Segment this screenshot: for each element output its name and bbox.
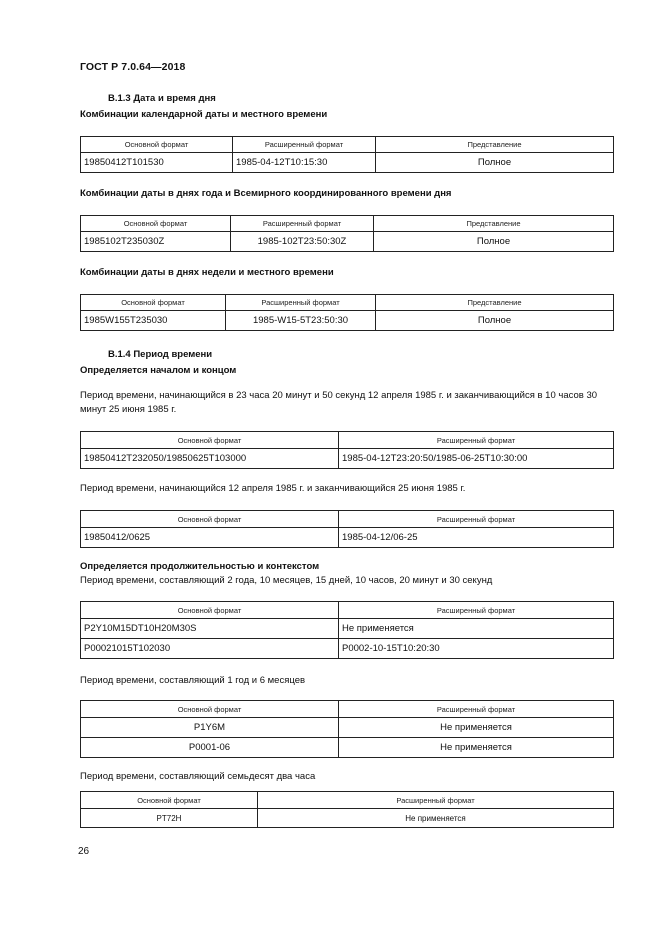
header-cell: Основной формат xyxy=(81,216,231,232)
table-week-date xyxy=(80,294,614,331)
header-cell: Расширенный формат xyxy=(226,295,376,311)
table-cell: PT72H xyxy=(81,809,258,828)
table-cell: Полное xyxy=(376,311,614,331)
heading-local-time: Комбинации календарной даты и местного времени xyxy=(80,109,328,120)
header-cell: Расширенный формат xyxy=(233,137,376,153)
header-cell: Основной формат xyxy=(81,511,339,528)
table-header-row xyxy=(81,216,614,232)
table-cell: P2Y10M15DT10H20M30S xyxy=(81,619,339,639)
table-cell: Полное xyxy=(374,232,614,252)
table-cell: 19850412T232050/19850625T103000 xyxy=(81,449,339,469)
table-duration xyxy=(80,601,614,659)
header-cell: Представление xyxy=(376,137,614,153)
table-row xyxy=(81,639,614,659)
table-cell: P0001-06 xyxy=(81,738,339,758)
header-cell: Расширенный формат xyxy=(339,432,614,449)
table-row xyxy=(81,619,614,639)
table-cell: Не применяется xyxy=(258,809,614,828)
heading-start-end: Определяется началом и концом xyxy=(80,365,237,376)
table-row xyxy=(81,232,614,252)
table-header-row xyxy=(81,432,614,449)
document-header: ГОСТ Р 7.0.64—2018 xyxy=(80,61,186,73)
table-cell: P1Y6M xyxy=(81,718,339,738)
table-row xyxy=(81,311,614,331)
table-cell: P0002-10-15T10:20:30 xyxy=(339,639,614,659)
section-b13-heading: В.1.3 Дата и время дня xyxy=(108,93,216,104)
table-cell: 1985-W15-5T23:50:30 xyxy=(226,311,376,331)
header-cell: Основной формат xyxy=(81,701,339,718)
header-cell: Основной формат xyxy=(81,602,339,619)
table-cell: 19850412/0625 xyxy=(81,528,339,548)
table-cell: 1985W155T235030 xyxy=(81,311,226,331)
table-cell: Не применяется xyxy=(339,738,614,758)
paragraph-period-4: Период времени, составляющий 1 год и 6 месяцев xyxy=(80,675,306,686)
paragraph-period-2: Период времени, начинающийся 12 апреля 1985 г. и заканчивающийся 25 июня 1985 г. xyxy=(80,483,466,494)
table-hours xyxy=(80,791,614,828)
table-cell: 1985-04-12T10:15:30 xyxy=(233,153,376,173)
paragraph-period-5: Период времени, составляющий семьдесят два часа xyxy=(80,771,316,782)
header-cell: Расширенный формат xyxy=(339,602,614,619)
table-cell: Полное xyxy=(376,153,614,173)
table-row xyxy=(81,738,614,758)
table-header-row xyxy=(81,701,614,718)
table-year-month xyxy=(80,700,614,758)
header-cell: Представление xyxy=(374,216,614,232)
table-cell: 1985-04-12/06-25 xyxy=(339,528,614,548)
table-header-row xyxy=(81,792,614,809)
header-cell: Основной формат xyxy=(81,137,233,153)
table-cell: P00021015T102030 xyxy=(81,639,339,659)
table-header-row xyxy=(81,602,614,619)
table-cell: 1985-04-12T23:20:50/1985-06-25T10:30:00 xyxy=(339,449,614,469)
heading-week-date: Комбинации даты в днях недели и местного времени xyxy=(80,267,334,278)
table-row xyxy=(81,449,614,469)
table-cell: 19850412T101530 xyxy=(81,153,233,173)
header-cell: Расширенный формат xyxy=(339,511,614,528)
heading-utc: Комбинации даты в днях года и Всемирного координированного времени дня xyxy=(80,188,452,199)
header-cell: Расширенный формат xyxy=(231,216,374,232)
header-cell: Основной формат xyxy=(81,792,258,809)
table-cell: 1985-102T23:50:30Z xyxy=(231,232,374,252)
table-period-start-end xyxy=(80,431,614,469)
header-cell: Расширенный формат xyxy=(258,792,614,809)
header-cell: Основной формат xyxy=(81,432,339,449)
section-b14-heading: В.1.4 Период времени xyxy=(108,349,213,360)
paragraph-period-3: Период времени, составляющий 2 года, 10 месяцев, 15 дней, 10 часов, 20 минут и 30 секунд xyxy=(80,575,493,586)
paragraph-period-1: Период времени, начинающийся в 23 часа 20 минут и 50 секунд 12 апреля 1985 г. и заканчивающийся в 10 часов 30 минут 25 июня 1985 г. xyxy=(80,390,598,415)
page-number: 26 xyxy=(78,846,90,857)
table-cell: 1985102T235030Z xyxy=(81,232,231,252)
table-header-row xyxy=(81,137,614,153)
table-row xyxy=(81,153,614,173)
table-local-time xyxy=(80,136,614,173)
heading-duration: Определяется продолжительностью и контекстом xyxy=(80,561,320,572)
header-cell: Расширенный формат xyxy=(339,701,614,718)
header-cell: Основной формат xyxy=(81,295,226,311)
table-header-row xyxy=(81,295,614,311)
table-row xyxy=(81,528,614,548)
table-period-dates xyxy=(80,510,614,548)
table-cell: Не применяется xyxy=(339,619,614,639)
table-row xyxy=(81,718,614,738)
table-utc xyxy=(80,215,614,252)
header-cell: Представление xyxy=(376,295,614,311)
table-header-row xyxy=(81,511,614,528)
table-row xyxy=(81,809,614,828)
table-cell: Не применяется xyxy=(339,718,614,738)
